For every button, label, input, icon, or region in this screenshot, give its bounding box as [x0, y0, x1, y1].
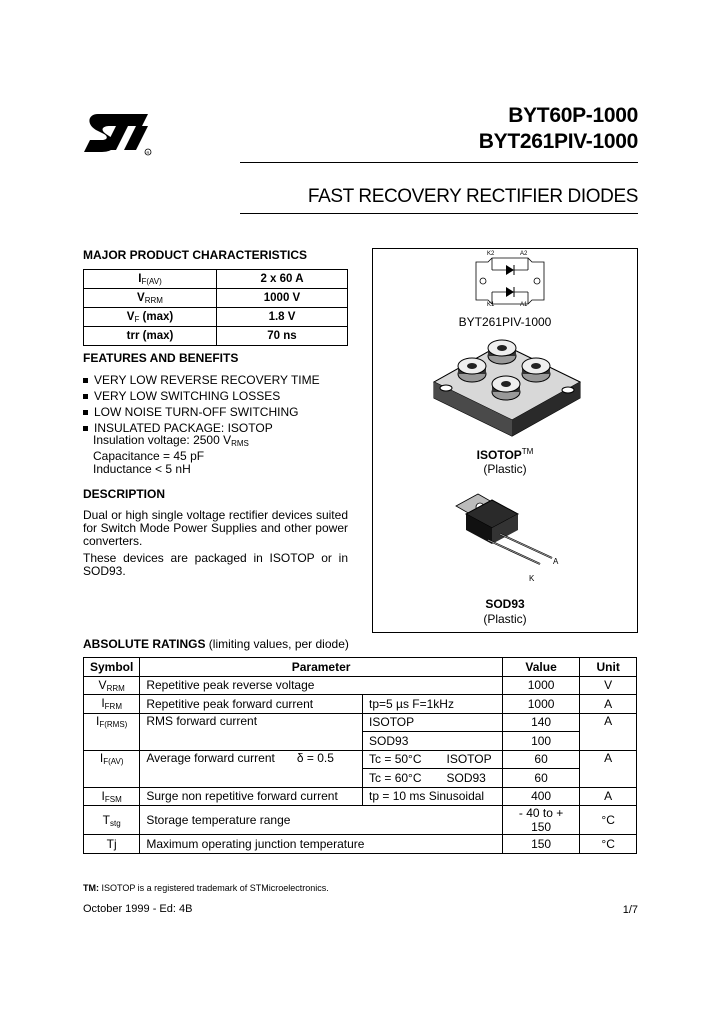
symbol-cell: [84, 750, 140, 787]
description-paragraph-2: These devices are packaged in ISOTOP or in SOD93.: [83, 551, 348, 578]
symbol-subscript: RRM: [106, 683, 125, 693]
sod93-pin-a: A: [553, 557, 559, 566]
table-row: [84, 308, 348, 327]
isotop-label-line: [372, 447, 638, 462]
column-header-unit: Unit: [580, 658, 637, 677]
major-characteristics-table: [83, 269, 348, 346]
condition-temp: Tc = 60°C: [369, 770, 422, 785]
insulation-voltage: [93, 434, 249, 450]
condition-package: ISOTOP: [446, 752, 492, 767]
parameter-cell: Repetitive peak forward current: [140, 695, 363, 714]
symbol-subscript: F: [134, 314, 140, 324]
duty-cycle: δ = 0.5: [296, 750, 334, 765]
insulation-text: Insulation voltage: 2500 V: [93, 433, 232, 447]
table-row: [84, 835, 637, 854]
sod93-pin-k: K: [529, 574, 535, 583]
parameter-cell: [140, 750, 363, 787]
sod93-package-type: (Plastic): [483, 612, 527, 626]
symbol-subscript: stg: [110, 818, 121, 828]
subtitle-divider: [240, 213, 638, 214]
table-row: [84, 676, 637, 695]
trademark-note: [83, 883, 329, 893]
bullet-icon: [83, 378, 88, 383]
unit-cell: °C: [580, 835, 637, 854]
bullet-icon: [83, 426, 88, 431]
symbol-subscript: F(AV): [103, 756, 124, 766]
value-cell: 2 x 60 A: [217, 270, 348, 289]
sod93-label: SOD93: [485, 597, 525, 611]
column-header-value: Value: [502, 658, 579, 677]
unit-cell: A: [580, 787, 637, 806]
edition-date: October 1999 - Ed: 4B: [83, 903, 193, 915]
unit-cell: A: [580, 750, 637, 787]
parameter-cell: RMS forward current: [140, 713, 363, 750]
schematic-label: BYT261PIV-1000: [458, 315, 552, 329]
unit-cell: A: [580, 713, 637, 750]
condition-cell: [363, 769, 503, 788]
bullet-icon: [83, 410, 88, 415]
unit-cell: °C: [580, 806, 637, 835]
terminal-1: [488, 340, 516, 364]
insulation-subscript: RMS: [231, 439, 249, 448]
table-row: [84, 713, 637, 732]
condition-cell: tp=5 µs F=1kHz: [363, 695, 503, 714]
pin-label-k2: K2: [487, 251, 495, 257]
condition-package: SOD93: [446, 770, 486, 785]
parameter-text: Average forward current: [146, 750, 275, 765]
column-header-symbol: Symbol: [84, 658, 140, 677]
symbol-cell: Tj: [84, 835, 140, 854]
value-cell: 70 ns: [217, 327, 348, 346]
condition-cell: [363, 750, 503, 769]
symbol-cell: [84, 806, 140, 835]
symbol-subscript: F(AV): [141, 276, 162, 286]
value-cell: 1000: [502, 695, 579, 714]
dual-diode-schematic: [470, 254, 550, 310]
symbol-subscript: RRM: [144, 295, 163, 305]
pin-label-a1: A1: [520, 302, 528, 308]
table-header-row: [84, 658, 637, 677]
value-cell: - 40 to + 150: [502, 806, 579, 835]
sod93-package-image: [452, 492, 562, 584]
table-row: [84, 787, 637, 806]
condition-cell: ISOTOP: [363, 713, 503, 732]
symbol-cell: [84, 713, 140, 750]
symbol-subscript: FSM: [104, 794, 122, 804]
value-cell: 1000: [502, 676, 579, 695]
header-divider: [240, 162, 638, 163]
list-item: [83, 404, 320, 420]
ratings-title: [83, 637, 349, 651]
pin-label-a2: A2: [520, 251, 528, 257]
symbol-subscript: F(RMS): [99, 719, 128, 729]
parameter-cell: Repetitive peak reverse voltage: [140, 676, 503, 695]
symbol: I: [101, 696, 105, 711]
symbol-subscript: FRM: [104, 702, 122, 712]
description-title: DESCRIPTION: [83, 487, 166, 501]
document-subtitle: FAST RECOVERY RECTIFIER DIODES: [307, 186, 638, 207]
part-number-1: BYT60P-1000: [508, 104, 638, 127]
symbol: I: [99, 750, 104, 765]
value-cell: 400: [502, 787, 579, 806]
condition-cell: SOD93: [363, 732, 503, 751]
symbol: T: [102, 812, 110, 827]
value-cell: 150: [502, 835, 579, 854]
table-row: [84, 750, 637, 769]
isotop-package-image: [430, 338, 585, 442]
unit-cell: A: [580, 695, 637, 714]
trademark-label: TM:: [83, 883, 99, 893]
feature-text: VERY LOW REVERSE RECOVERY TIME: [94, 373, 320, 387]
value-cell: 1000 V: [217, 289, 348, 308]
ratings-note: (limiting values, per diode): [208, 637, 349, 651]
inductance: Inductance < 5 nH: [93, 462, 191, 476]
feature-list: [83, 372, 320, 436]
capacitance: Capacitance = 45 pF: [93, 449, 205, 463]
pin-label-k1: K1: [487, 302, 495, 308]
value-cell: 60: [502, 769, 579, 788]
table-row: [84, 695, 637, 714]
isotop-label: ISOTOP: [476, 448, 522, 462]
symbol: trr (max): [84, 327, 217, 346]
table-row: [84, 806, 637, 835]
trademark-text: ISOTOP is a registered trademark of STMicroelectronics.: [99, 883, 329, 893]
table-row: [84, 289, 348, 308]
parameter-cell: Storage temperature range: [140, 806, 503, 835]
condition-temp: Tc = 50°C: [369, 752, 422, 767]
bullet-icon: [83, 394, 88, 399]
feature-text: LOW NOISE TURN-OFF SWITCHING: [94, 405, 299, 419]
table-row: [84, 270, 348, 289]
symbol: V: [98, 677, 107, 692]
value-cell: 100: [502, 732, 579, 751]
list-item: [83, 372, 320, 388]
st-logo: [80, 108, 156, 158]
feature-text: VERY LOW SWITCHING LOSSES: [94, 389, 281, 403]
major-characteristics-title: MAJOR PRODUCT CHARACTERISTICS: [83, 248, 308, 262]
part-number-2: BYT261PIV-1000: [478, 130, 638, 153]
parameter-cell: Maximum operating junction temperature: [140, 835, 503, 854]
symbol: V: [137, 291, 145, 304]
value-cell: 140: [502, 713, 579, 732]
features-title: FEATURES AND BENEFITS: [83, 351, 239, 365]
isotop-package-type: (Plastic): [483, 462, 527, 476]
symbol: I: [138, 272, 142, 285]
table-row: [84, 327, 348, 346]
unit-cell: V: [580, 676, 637, 695]
trademark-mark: TM: [521, 447, 534, 456]
list-item: [83, 388, 320, 404]
column-header-parameter: Parameter: [140, 658, 503, 677]
description-paragraph-1: Dual or high single voltage rectifier devices suited for Switch Mode Power Supplies and other power converters.: [83, 508, 348, 548]
parameter-cell: Surge non repetitive forward current: [140, 787, 363, 806]
value-cell: 60: [502, 750, 579, 769]
value-cell: 1.8 V: [217, 308, 348, 327]
page-number: 1/7: [622, 904, 638, 916]
isotop-specs: [93, 434, 249, 476]
symbol-cell: [84, 676, 140, 695]
symbol-cell: [84, 787, 140, 806]
symbol: I: [96, 713, 100, 728]
ratings-heading: ABSOLUTE RATINGS: [83, 637, 206, 651]
feature-text: INSULATED PACKAGE: ISOTOP: [94, 421, 273, 435]
symbol: V: [126, 310, 135, 323]
svg-text:R: R: [146, 150, 150, 155]
condition-cell: tp = 10 ms Sinusoidal: [363, 787, 503, 806]
symbol-suffix: (max): [139, 310, 174, 323]
symbol-cell: [84, 695, 140, 714]
absolute-ratings-table: [83, 657, 637, 854]
symbol: I: [101, 788, 105, 803]
